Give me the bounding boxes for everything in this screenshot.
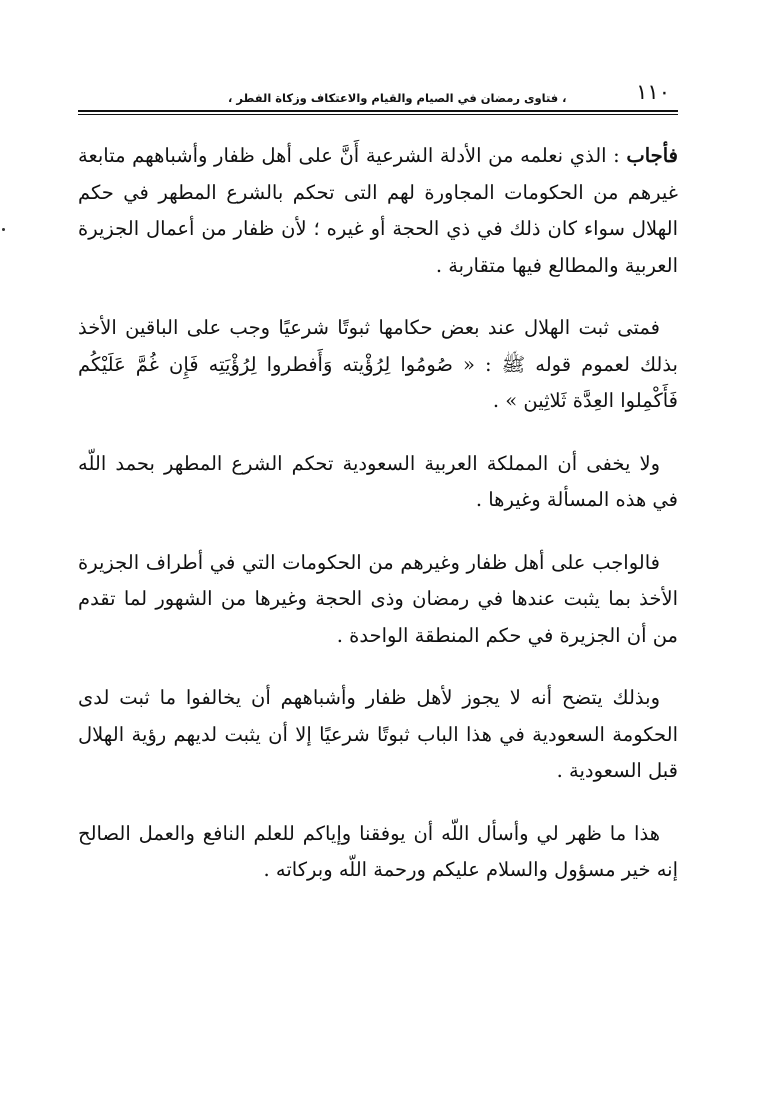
running-title: ، فتاوى رمضان في الصيام والقيام والاعتكاف وزكاة الفطر ، — [228, 91, 567, 105]
paragraph-2: فمتى ثبت الهلال عند بعض حكامها ثبوتًا شرعيًا وجب على الباقين الأخذ بذلك لعموم قوله ﷺ : « صُومُوا لِرُؤْيته وَأَفطروا لِرُؤْيَتِه فَإِن غُمَّ عَلَيْكُم فَأَكْمِلوا العِدَّة ثَلاثِين » . — [78, 316, 678, 412]
answer-lead-word: فأجاب — [626, 144, 678, 167]
margin-dot — [2, 228, 5, 231]
paragraph-5: وبذلك يتضح أنه لا يجوز لأهل ظفار وأشباههم أن يخالفوا ما ثبت لدى الحكومة السعودية في هذا الباب ثبوتًا شرعيًا إلا أن يثبت لديهم رؤية الهلال قبل السعودية . — [78, 686, 678, 782]
paragraph-6: هذا ما ظهر لي وأسأل اللّه أن يوفقنا وإياكم للعلم النافع والعمل الصالح إنه خير مسؤول والسلام عليكم ورحمة اللّه وبركاته . — [78, 821, 678, 881]
paragraph-3: ولا يخفى أن المملكة العربية السعودية تحكم الشرع المطهر بحمد اللّه في هذه المسألة وغيرها . — [78, 451, 678, 511]
header-rule-thin — [78, 114, 678, 115]
paragraph-answer — [78, 138, 678, 284]
page-body — [78, 138, 678, 915]
page-header — [78, 80, 678, 114]
answer-text: : الذي نعلمه من الأدلة الشرعية أَنَّ على أهل ظفار وأشباههم متابعة غيرهم من الحكومات المجاورة لهم التى تحكم بالشرع المطهر في حكم الهلال سواء كان ذلك في ذي الحجة أو غيره ؛ لأن ظفار من أعمال الجزيرة العربية والمطالع فيها متقاربة . — [78, 144, 678, 277]
page-number: ١١٠ — [636, 80, 670, 104]
paragraph-4: فالواجب على أهل ظفار وغيرهم من الحكومات التي في أطراف الجزيرة الأخذ بما يثبت عندها في رمضان وذى الحجة وغيرها من الشهور لما تقدم من أن الجزيرة في حكم المنطقة الواحدة . — [78, 550, 678, 647]
header-rule — [78, 110, 678, 112]
